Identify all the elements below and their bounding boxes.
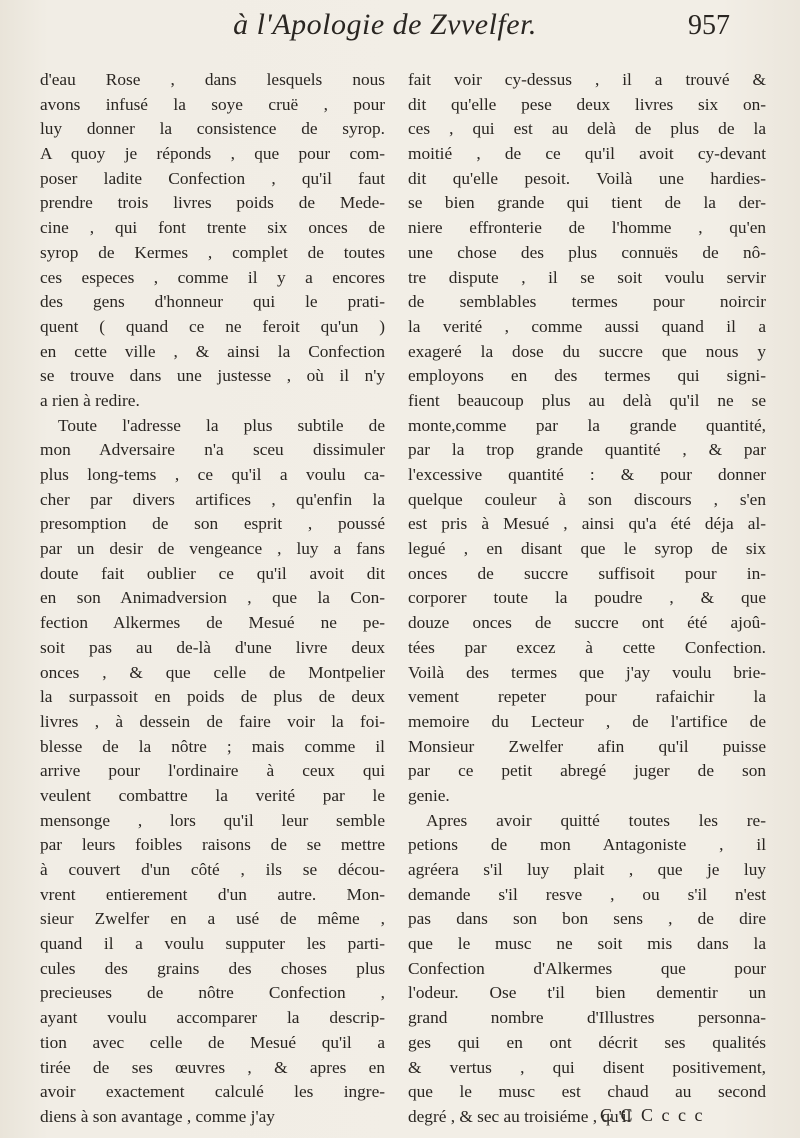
text-line: la verité , comme aussi quand il a	[408, 316, 766, 336]
text-line: veulent combattre la verité par le	[40, 785, 385, 805]
text-line: grand nombre d'Illustres personna-	[408, 1008, 766, 1028]
text-line: de semblables termes pour noircir	[408, 292, 766, 312]
text-line: se bien grande qui tient de la der-	[408, 193, 766, 213]
running-title: à l'Apologie de Zvvelfer.	[233, 8, 537, 41]
text-line: la surpassoit en poids de plus de deux	[40, 687, 385, 707]
text-line: est pris à Mesué , ainsi qu'a été déja al-	[408, 514, 766, 534]
text-line: cules des grains des choses plus	[40, 958, 385, 978]
text-line: Voilà des termes que j'ay voulu brie-	[408, 662, 766, 682]
text-line: cher par divers artifices , qu'enfin la	[40, 489, 385, 509]
text-line: quelque couleur à son discours , s'en	[408, 489, 766, 509]
text-line: quent ( quand ce ne feroit qu'un )	[40, 316, 385, 336]
text-line: avoir exactement calculé les ingre-	[40, 1082, 385, 1102]
text-line: par ce petit abregé juger de son	[408, 761, 766, 781]
text-line: tion avec celle de Mesué qu'il a	[40, 1032, 385, 1052]
text-line: vement repeter pour rafaichir la	[408, 687, 766, 707]
text-line: que le musc est chaud au second	[408, 1082, 766, 1102]
text-line: luy donner la consistence de syrop.	[40, 119, 385, 139]
text-line: ges qui en ont décrit ses qualités	[408, 1032, 766, 1052]
text-line: ces , qui est au delà de plus de la	[408, 119, 766, 139]
text-line: soit pas au de-là d'une livre deux	[40, 637, 385, 657]
text-line: plus long-tems , ce qu'il a voulu ca-	[40, 465, 385, 484]
text-line: diens à son avantage , comme j'ay	[40, 1106, 275, 1126]
signature-mark: C C C c c c	[600, 1105, 705, 1125]
text-line: demande s'il resve , ou s'il n'est	[408, 884, 766, 904]
text-line: A quoy je réponds , que pour com-	[40, 144, 385, 164]
text-line: tirée de ses œuvres , & apres en	[40, 1057, 385, 1077]
text-line: pas dans son bon sens , de dire	[408, 909, 766, 929]
text-line: fection Alkermes de Mesué ne pe-	[40, 613, 385, 633]
text-line: d'eau Rose , dans lesquels nous	[40, 70, 385, 89]
text-line: presomption de son esprit , poussé	[40, 514, 385, 534]
text-line: prendre trois livres poids de Mede-	[40, 193, 385, 213]
right-column	[408, 68, 766, 1130]
text-line: legué , en disant que le syrop de six	[408, 539, 766, 559]
text-line: tées par excez à cette Confection.	[408, 637, 766, 657]
text-line: mensonge , lors qu'il leur semble	[40, 810, 385, 830]
text-line: doute fait oublier ce qu'il avoit dit	[40, 563, 385, 583]
text-line: degré , & sec au troisiéme , qu'il	[408, 1106, 632, 1126]
text-line: moitié , de ce qu'il avoit cy-devant	[408, 144, 766, 164]
text-line: fait voir cy-dessus , il a trouvé &	[408, 70, 766, 89]
left-column	[40, 68, 385, 1130]
text-line: syrop de Kermes , complet de toutes	[40, 242, 385, 262]
text-line: a rien à redire.	[40, 390, 140, 410]
text-line: Apres avoir quitté toutes les re-	[426, 810, 766, 830]
text-line: en son Animadversion , que la Con-	[40, 588, 385, 608]
text-line: livres , à dessein de faire voir la foi-	[40, 711, 385, 731]
text-line: dit qu'elle pese deux livres six on-	[408, 94, 766, 114]
text-line: onces , & que celle de Montpelier	[40, 662, 385, 682]
text-line: Monsieur Zwelfer afin qu'il puisse	[408, 736, 766, 756]
text-line: genie.	[408, 785, 450, 805]
text-line: fient beaucoup plus au delà qu'il ne se	[408, 390, 766, 410]
text-line: niere effronterie de l'homme , qu'en	[408, 218, 766, 238]
text-line: vrent entierement d'un autre. Mon-	[40, 884, 385, 904]
text-line: ces especes , comme il y a encores	[40, 267, 385, 287]
text-line: en cette ville , & ainsi la Confection	[40, 341, 385, 361]
page-number: 957	[688, 10, 730, 41]
text-line: par la trop grande quantité , & par	[408, 440, 766, 460]
text-line: tre dispute , il se soit voulu servir	[408, 267, 766, 287]
text-line: petions de mon Antagoniste , il	[408, 835, 766, 855]
text-line: dit qu'elle pesoit. Voilà une hardies-	[408, 168, 766, 188]
text-line: avons infusé la soye cruë , pour	[40, 94, 385, 114]
text-line: par un desir de vengeance , luy a fans	[40, 539, 385, 559]
text-line: agréera s'il luy plait , que je luy	[408, 860, 766, 879]
text-line: arrive pour l'ordinaire à ceux qui	[40, 761, 385, 781]
text-line: cine , qui font trente six onces de	[40, 218, 385, 238]
text-line: onces de succre suffisoit pour in-	[408, 563, 766, 583]
text-line: sieur Zwelfer en a usé de même ,	[40, 909, 385, 929]
text-line: exageré la dose du succre que nous y	[408, 341, 766, 361]
text-line: mon Adversaire n'a sceu dissimuler	[40, 440, 385, 460]
text-line: des gens d'honneur qui le prati-	[40, 292, 385, 312]
text-line: monte,comme par la grande quantité,	[408, 415, 766, 435]
text-line: precieuses de nôtre Confection ,	[40, 983, 385, 1003]
text-line: douze onces de succre ont été ajoû-	[408, 613, 766, 633]
text-line: blesse de la nôtre ; mais comme il	[40, 736, 385, 756]
text-line: se trouve dans une justesse , où il n'y	[40, 366, 385, 386]
text-line: à couvert d'un côté , ils se décou-	[40, 860, 385, 879]
text-line: l'excessive quantité : & pour donner	[408, 465, 766, 484]
text-line: ayant voulu accomparer la descrip-	[40, 1008, 385, 1028]
text-line: corporer toute la poudre , & que	[408, 588, 766, 608]
text-line: une chose des plus connuës de nô-	[408, 242, 766, 262]
text-line: employons en des termes qui signi-	[408, 366, 766, 386]
text-line: que le musc ne soit mis dans la	[408, 934, 766, 954]
text-line: l'odeur. Ose t'il bien dementir un	[408, 983, 766, 1003]
text-line: Toute l'adresse la plus subtile de	[58, 415, 385, 435]
text-line: Confection d'Alkermes que pour	[408, 958, 766, 978]
text-line: poser ladite Confection , qu'il faut	[40, 168, 385, 188]
text-line: & vertus , qui disent positivement,	[408, 1057, 766, 1077]
text-line: par leurs foibles raisons de se mettre	[40, 835, 385, 855]
text-line: memoire du Lecteur , de l'artifice de	[408, 711, 766, 731]
text-line: quand il a voulu supputer les parti-	[40, 934, 385, 954]
